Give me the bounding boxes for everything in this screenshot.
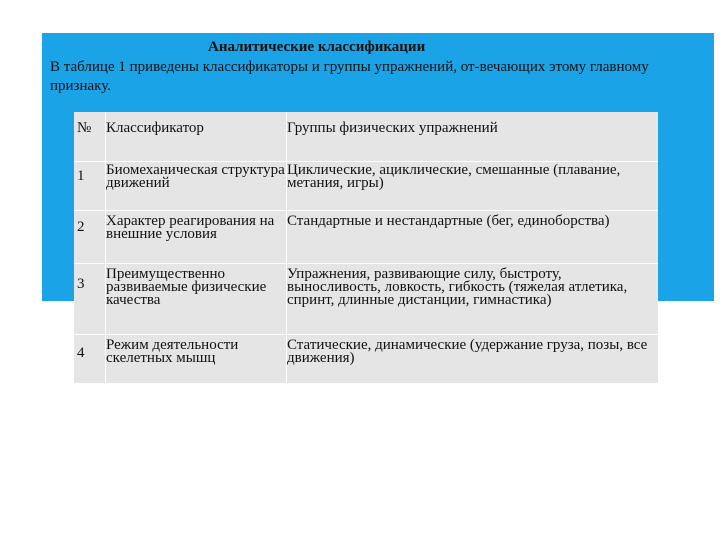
classification-table <box>74 112 658 384</box>
table-row <box>74 211 658 264</box>
table-header-row <box>74 112 658 162</box>
row-number: 2 <box>77 219 85 235</box>
row-number: 3 <box>77 276 85 292</box>
row-groups: Статические, динамические (удержание груза, позы, все движения) <box>287 335 659 384</box>
table-row <box>74 264 658 335</box>
row-groups: Циклические, ациклические, смешанные (плавание, метания, игры) <box>287 162 659 211</box>
slide-title: Аналитические классификации <box>208 39 426 55</box>
row-number: 1 <box>77 168 85 184</box>
row-classifier: Характер реагирования на внешние условия <box>106 211 287 264</box>
table-row <box>74 335 658 384</box>
header-groups: Группы физических упражнений <box>287 112 659 162</box>
header-number: № <box>74 112 106 162</box>
table-row <box>74 162 658 211</box>
row-classifier: Преимущественно развиваемые физические качества <box>106 264 287 335</box>
intro-paragraph: В таблице 1 приведены классификаторы и группы упражнений, от-вечающих этому главному признаку. <box>50 59 649 94</box>
row-number: 4 <box>77 345 85 361</box>
row-groups: Упражнения, развивающие силу, быстроту, выносливость, ловкость, гибкость (тяжелая атлетика, спринт, длинные дистанции, гимнастика) <box>287 264 659 335</box>
row-classifier: Режим деятельности скелетных мышц <box>106 335 287 384</box>
header-classifier: Классификатор <box>106 112 287 162</box>
row-groups: Стандартные и нестандартные (бег, единоборства) <box>287 211 659 264</box>
row-classifier: Биомеханическая структура движений <box>106 162 287 211</box>
